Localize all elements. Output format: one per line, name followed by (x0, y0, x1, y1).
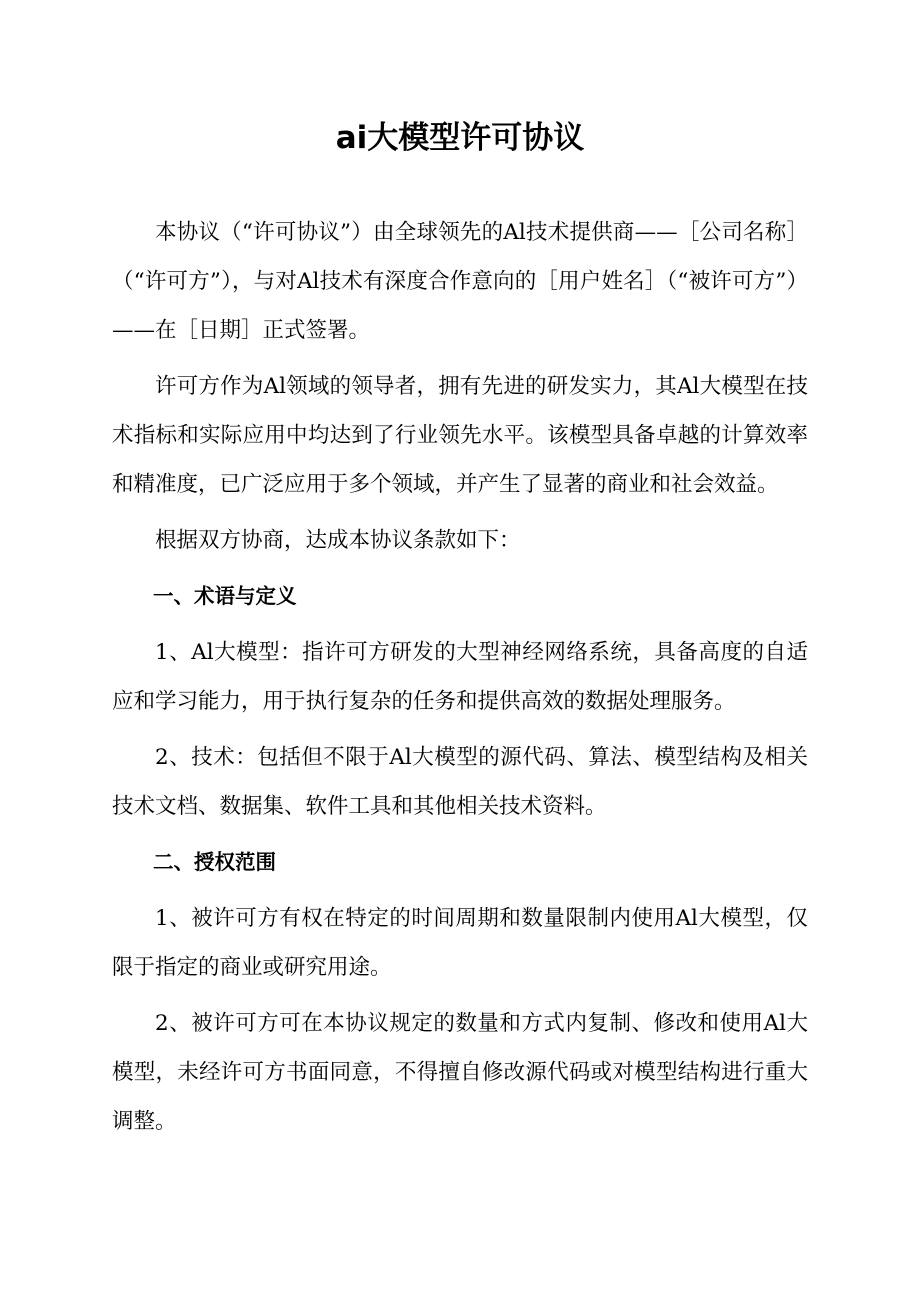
intro-paragraph: 本协议（“许可协议”）由全球领先的Al技术提供商——［公司名称］（“许可方”），与对Al技术有深度合作意向的［用户姓名］（“被许可方”）——在［日期］正式签署。 (112, 220, 808, 343)
section-heading-terms: 一、术语与定义 (153, 584, 297, 608)
scope-item-1: 1、被许可方有权在特定的时间周期和数量限制内使用Al大模型，仅限于指定的商业或研究用途。 (112, 906, 808, 980)
document-body (112, 208, 808, 1146)
background-paragraph: 许可方作为Al领域的领导者，拥有先进的研发实力，其Al大模型在技术指标和实际应用中均达到了行业领先水平。该模型具备卓越的计算效率和精准度，已广泛应用于多个领域，并产生了显著的商业和社会效益。 (112, 374, 808, 497)
terms-item-1: 1、Al大模型：指许可方研发的大型神经网络系统，具备高度的自适应和学习能力，用于执行复杂的任务和提供高效的数据处理服务。 (112, 640, 808, 714)
scope-item-2: 2、被许可方可在本协议规定的数量和方式内复制、修改和使用Al大模型，未经许可方书面同意，不得擅自修改源代码或对模型结构进行重大调整。 (112, 1011, 808, 1134)
document-title: ai大模型许可协议 (335, 120, 585, 156)
section-heading-scope: 二、授权范围 (153, 850, 276, 874)
terms-item-2: 2、技术：包括但不限于Al大模型的源代码、算法、模型结构及相关技术文档、数据集、软件工具和其他相关技术资料。 (112, 745, 808, 819)
agreement-paragraph: 根据双方协商，达成本协议条款如下： (155, 528, 521, 553)
